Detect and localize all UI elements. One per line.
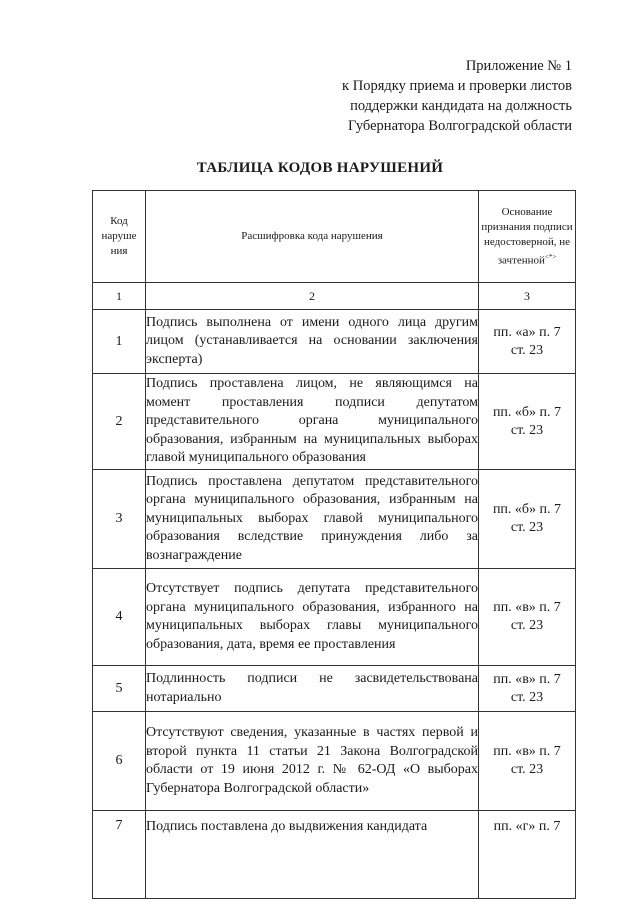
- violation-basis: [479, 310, 576, 374]
- violation-basis: [479, 569, 576, 666]
- basis-line: пп. «в» п. 7: [493, 671, 561, 687]
- column-numbers-row: [93, 283, 576, 310]
- violation-basis: [479, 811, 576, 899]
- violation-basis: [479, 374, 576, 470]
- table-row: [93, 811, 576, 899]
- table-row: [93, 712, 576, 811]
- basis-line: ст. 23: [510, 762, 544, 777]
- table-header-row: [93, 191, 576, 283]
- column-number: 1: [93, 283, 146, 310]
- violation-code: 2: [93, 374, 146, 470]
- basis-line: пп. «в» п. 7: [493, 600, 561, 615]
- violation-description: Подпись выполнена от имени одного лица другим лицом (устанавливается на основании заключения эксперта): [146, 310, 479, 374]
- appendix-line: Губернатора Волгоградской области: [348, 118, 572, 134]
- header-basis-label: Основание признания подписи недостоверной, не зачтенной: [481, 205, 573, 267]
- appendix-line: поддержки кандидата на должность: [350, 98, 572, 114]
- violation-basis: [479, 666, 576, 712]
- basis-line: ст. 23: [510, 342, 544, 358]
- violation-description: Подпись поставлена до выдвижения кандидата: [146, 811, 479, 899]
- violation-code: 4: [93, 569, 146, 666]
- basis-line: ст. 23: [510, 618, 544, 633]
- violation-description: Отсутствуют сведения, указанные в частях первой и второй пункта 11 статьи 21 Закона Волгоградской области от 19 июня 2012 г. № 62-ОД «О выборах Губернатора Волгоградской области»: [146, 712, 479, 811]
- header-code: [93, 191, 146, 283]
- basis-line: пп. «г» п. 7: [493, 819, 561, 834]
- table-row: [93, 666, 576, 712]
- table-row: [93, 374, 576, 470]
- basis-line: ст. 23: [510, 689, 544, 705]
- header-basis: [479, 191, 576, 283]
- appendix-header: [300, 56, 572, 136]
- violation-basis: [479, 712, 576, 811]
- basis-line: пп. «а» п. 7: [493, 324, 561, 340]
- table-row: [93, 569, 576, 666]
- footnote-marker: <*>: [544, 252, 557, 261]
- violation-description: Подпись проставлена депутатом представительного органа муниципального образования, избранным на муниципальных выборах главой муниципального образования вследствие принуждения либо за вознаграждение: [146, 470, 479, 569]
- basis-line: пп. «в» п. 7: [493, 744, 561, 759]
- violation-description: Подпись проставлена лицом, не являющимся на момент проставления подписи депутатом представительного органа муниципального образования, избранным на муниципальных выборах главой муниципального образования: [146, 374, 479, 470]
- violation-code: 6: [93, 712, 146, 811]
- violation-code: 1: [93, 310, 146, 374]
- basis-line: ст. 23: [510, 520, 544, 535]
- basis-line: пп. «б» п. 7: [492, 404, 562, 420]
- document-title: ТАБЛИЦА КОДОВ НАРУШЕНИЙ: [196, 160, 444, 176]
- header-description: [146, 191, 479, 283]
- violation-code: 3: [93, 470, 146, 569]
- column-number: 2: [146, 283, 479, 310]
- violation-codes-table: [92, 190, 576, 899]
- table-row: [93, 310, 576, 374]
- header-code-label: Код наруше ния: [101, 215, 137, 257]
- violation-code: 5: [93, 666, 146, 712]
- violation-description: Отсутствует подпись депутата представительного органа муниципального образования, избранного на муниципальных выборах главы муниципального образования, дата, время ее проставления: [146, 569, 479, 666]
- violation-basis: [479, 470, 576, 569]
- violation-description: Подлинность подписи не засвидетельствована нотариально: [146, 666, 479, 712]
- appendix-line: Приложение № 1: [465, 58, 572, 74]
- table-row: [93, 470, 576, 569]
- header-description-label: Расшифровка кода нарушения: [241, 230, 383, 242]
- violation-code: 7: [93, 811, 146, 899]
- basis-line: ст. 23: [510, 422, 544, 438]
- basis-line: пп. «б» п. 7: [492, 502, 562, 517]
- column-number: 3: [479, 283, 576, 310]
- appendix-line: к Порядку приема и проверки листов: [342, 78, 572, 94]
